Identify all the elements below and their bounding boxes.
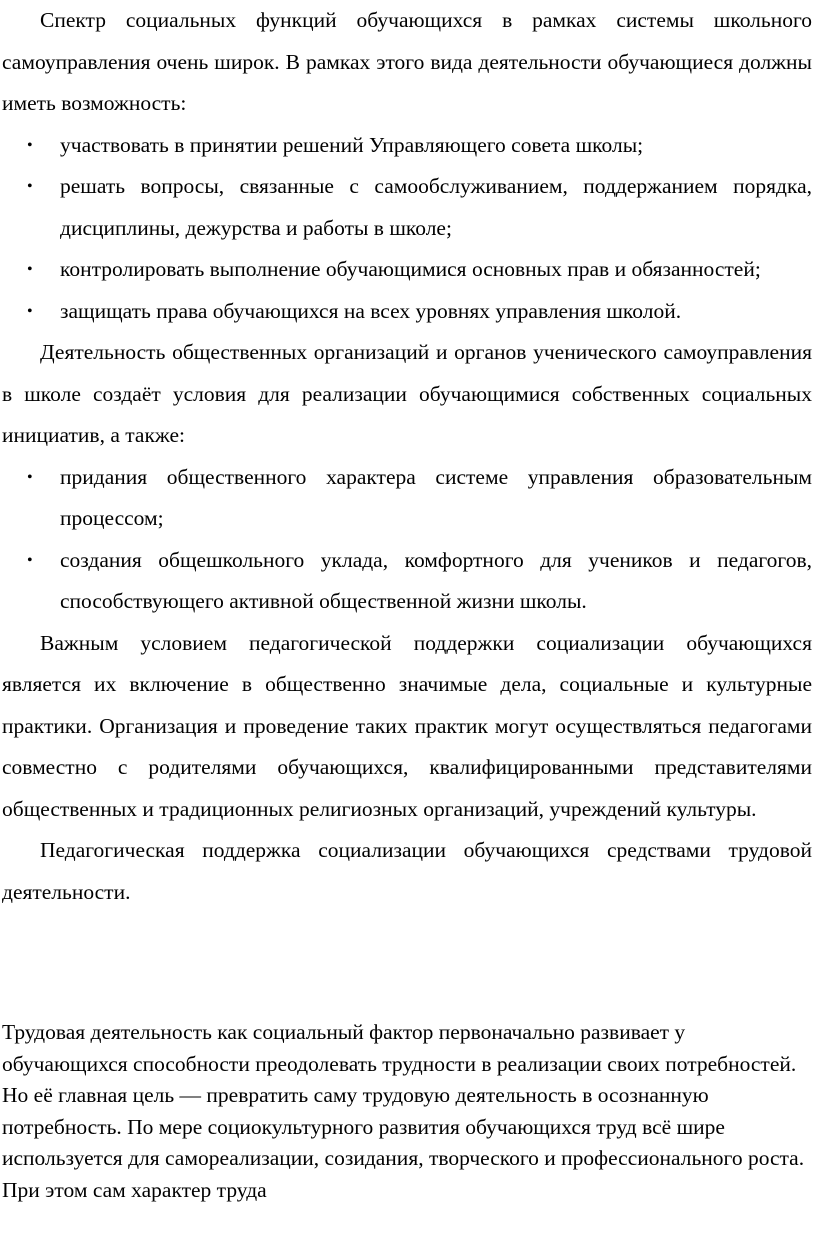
list-item [0,125,816,167]
list-item-text: решать вопросы, связанные с самообслуживанием, поддержанием порядка, дисциплины, дежурства и работы в школе; [60,174,812,240]
list-item-text: придания общественного характера системе управления образовательным процессом; [60,464,812,530]
list-item-text: участвовать в принятии решений Управляющего совета школы; [60,132,644,157]
bullet-icon: • [27,302,33,320]
bullet-list-conditions [0,457,816,623]
list-item [0,291,816,333]
paragraph-labor-activity: Трудовая деятельность как социальный фактор первоначально развивает у обучающихся способности преодолевать трудности в реализации своих потребностей. Но её главная цель — превратить саму трудовую деятельность в осознанную потребность. По мере социокультурного развития обучающихся труд всё шире используется для самореализации, созидания, творческого и профессионального роста. При этом сам характер труда [2,1020,805,1202]
bullet-icon: • [27,468,33,486]
paragraph-labor-support-heading: Педагогическая поддержка социализации обучающихся средствами трудовой деятельности. [2,838,812,904]
paragraph-socialization-support: Важным условием педагогической поддержки социализации обучающихся является их включение в общественно значимые дела, социальные и культурные практики. Организация и проведение таких практик могут осуществляться педагогами совместно с родителями обучающихся, квалифицированными представителями общественных и традиционных религиозных организаций, учреждений культуры. [2,630,812,821]
list-item-text: контролировать выполнение обучающимися основных прав и обязанностей; [60,257,761,281]
list-item [0,540,816,623]
list-item-text: создания общешкольного уклада, комфортного для учеников и педагогов, способствующего активной общественной жизни школы. [60,547,812,613]
bullet-list-opportunities [0,125,816,333]
list-item [0,457,816,540]
list-item [0,166,816,249]
list-item [0,249,816,291]
paragraph-social-functions: Спектр социальных функций обучающихся в рамках системы школьного самоуправления очень широк. В рамках этого вида деятельности обучающиеся должны иметь возможность: [2,8,812,115]
bullet-icon: • [27,261,33,278]
bullet-icon: • [27,136,33,154]
bullet-icon: • [27,551,33,569]
bullet-icon: • [27,178,33,195]
paragraph-organizations: Деятельность общественных организаций и органов ученического самоуправления в школе создаёт условия для реализации обучающимися собственных социальных инициатив, а также: [2,340,812,447]
list-item-text: защищать права обучающихся на всех уровнях управления школой. [60,298,682,323]
labor-text-block [0,1017,816,1206]
